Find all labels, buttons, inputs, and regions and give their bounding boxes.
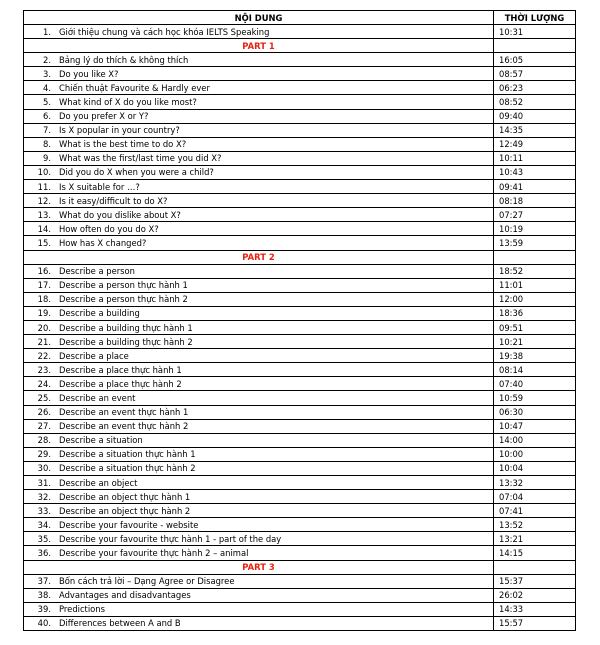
- lesson-duration: 06:23: [494, 81, 576, 95]
- lesson-number: 30.: [37, 463, 51, 474]
- content-column-header: NỘI DUNG: [24, 11, 494, 25]
- lesson-duration: 07:41: [494, 504, 576, 518]
- table-body: [24, 11, 576, 631]
- lesson-duration: 13:52: [494, 518, 576, 532]
- lesson-title: Is X suitable for …?: [59, 181, 140, 192]
- lesson-title-cell: [24, 532, 494, 546]
- table-row: [24, 546, 576, 560]
- table-row: [24, 532, 576, 546]
- lesson-duration: 18:52: [494, 264, 576, 278]
- lesson-title-cell: [24, 180, 494, 194]
- lesson-number: 23.: [37, 364, 51, 375]
- course-table-container: [23, 10, 575, 631]
- table-row: [24, 419, 576, 433]
- lesson-title: Describe a situation thực hành 2: [59, 463, 196, 474]
- lesson-duration: 10:59: [494, 391, 576, 405]
- lesson-number: 28.: [37, 435, 51, 446]
- table-row: [24, 574, 576, 588]
- part-duration-empty: [494, 250, 576, 264]
- lesson-title-cell: [24, 588, 494, 602]
- lesson-title: Describe an object: [59, 477, 138, 488]
- lesson-number: 25.: [37, 392, 51, 403]
- lesson-title-cell: [24, 278, 494, 292]
- lesson-title: Describe an event: [59, 392, 136, 403]
- lesson-number: 9.: [43, 153, 51, 164]
- lesson-duration: 11:01: [494, 278, 576, 292]
- table-row: [24, 53, 576, 67]
- table-row: [24, 165, 576, 179]
- lesson-title-cell: [24, 433, 494, 447]
- lesson-title-cell: [24, 391, 494, 405]
- lesson-title-cell: [24, 123, 494, 137]
- lesson-title: Describe an event thực hành 2: [59, 421, 189, 432]
- lesson-duration: 09:41: [494, 180, 576, 194]
- lesson-title-cell: [24, 377, 494, 391]
- lesson-number: 33.: [37, 505, 51, 516]
- lesson-title: What is the best time to do X?: [59, 139, 187, 150]
- lesson-number: 6.: [43, 111, 51, 122]
- table-row: [24, 180, 576, 194]
- part-header-row: [24, 560, 576, 574]
- lesson-duration: 08:52: [494, 95, 576, 109]
- lesson-title: Do you prefer X or Y?: [59, 111, 149, 122]
- lesson-number: 36.: [37, 548, 51, 559]
- lesson-title: What was the first/last time you did X?: [59, 153, 222, 164]
- lesson-title-cell: [24, 165, 494, 179]
- lesson-duration: 18:36: [494, 306, 576, 320]
- table-row: [24, 25, 576, 39]
- part-header-row: [24, 250, 576, 264]
- table-row: [24, 476, 576, 490]
- table-row: [24, 335, 576, 349]
- lesson-title: Describe an object thực hành 1: [59, 491, 191, 502]
- lesson-title-cell: [24, 602, 494, 616]
- lesson-duration: 08:14: [494, 363, 576, 377]
- lesson-title-cell: [24, 518, 494, 532]
- lesson-title-cell: [24, 419, 494, 433]
- course-content-table: [23, 10, 576, 631]
- lesson-title: Is X popular in your country?: [59, 125, 180, 136]
- lesson-number: 4.: [43, 82, 51, 93]
- table-row: [24, 123, 576, 137]
- lesson-title-cell: [24, 53, 494, 67]
- table-row: [24, 81, 576, 95]
- table-row: [24, 264, 576, 278]
- lesson-title: Describe a situation: [59, 435, 143, 446]
- lesson-duration: 07:40: [494, 377, 576, 391]
- lesson-number: 26.: [37, 407, 51, 418]
- lesson-title-cell: [24, 67, 494, 81]
- table-row: [24, 236, 576, 250]
- lesson-duration: 15:57: [494, 616, 576, 630]
- lesson-duration: 10:31: [494, 25, 576, 39]
- lesson-title: What do you dislike about X?: [59, 209, 181, 220]
- lesson-number: 38.: [37, 590, 51, 601]
- lesson-title-cell: [24, 447, 494, 461]
- lesson-number: 21.: [37, 336, 51, 347]
- lesson-number: 2.: [43, 54, 51, 65]
- lesson-duration: 14:35: [494, 123, 576, 137]
- lesson-duration: 13:59: [494, 236, 576, 250]
- lesson-duration: 10:11: [494, 151, 576, 165]
- lesson-duration: 09:40: [494, 109, 576, 123]
- lesson-number: 35.: [37, 533, 51, 544]
- table-row: [24, 222, 576, 236]
- lesson-title: Describe a situation thực hành 1: [59, 449, 196, 460]
- lesson-number: 24.: [37, 378, 51, 389]
- lesson-duration: 10:43: [494, 165, 576, 179]
- lesson-number: 37.: [37, 576, 51, 587]
- lesson-title: Describe a building thực hành 1: [59, 322, 193, 333]
- table-row: [24, 391, 576, 405]
- lesson-title: Describe a place thực hành 1: [59, 364, 182, 375]
- table-row: [24, 320, 576, 334]
- table-row: [24, 504, 576, 518]
- lesson-title: Describe a person thực hành 1: [59, 280, 188, 291]
- lesson-duration: 07:04: [494, 490, 576, 504]
- lesson-number: 7.: [43, 125, 51, 136]
- table-row: [24, 602, 576, 616]
- table-row: [24, 306, 576, 320]
- lesson-title-cell: [24, 349, 494, 363]
- lesson-title-cell: [24, 405, 494, 419]
- lesson-title: Describe your favourite thực hành 2 – animal: [59, 548, 249, 559]
- lesson-title-cell: [24, 95, 494, 109]
- lesson-title: Describe a building thực hành 2: [59, 336, 193, 347]
- part-title: PART 3: [24, 560, 494, 574]
- lesson-duration: 12:49: [494, 137, 576, 151]
- table-row: [24, 588, 576, 602]
- lesson-duration: 08:18: [494, 194, 576, 208]
- lesson-number: 15.: [37, 237, 51, 248]
- table-row: [24, 461, 576, 475]
- lesson-title: Describe a place thực hành 2: [59, 378, 182, 389]
- lesson-title: How has X changed?: [59, 237, 147, 248]
- lesson-title-cell: [24, 137, 494, 151]
- lesson-title-cell: [24, 236, 494, 250]
- table-row: [24, 363, 576, 377]
- table-row: [24, 518, 576, 532]
- lesson-duration: 15:37: [494, 574, 576, 588]
- lesson-duration: 19:38: [494, 349, 576, 363]
- lesson-title-cell: [24, 222, 494, 236]
- lesson-title: Describe a building: [59, 308, 140, 319]
- lesson-title-cell: [24, 151, 494, 165]
- lesson-title-cell: [24, 320, 494, 334]
- lesson-duration: 12:00: [494, 292, 576, 306]
- lesson-title-cell: [24, 25, 494, 39]
- lesson-number: 3.: [43, 68, 51, 79]
- lesson-title: Bốn cách trả lời – Dạng Agree or Disagree: [59, 576, 235, 587]
- lesson-number: 5.: [43, 97, 51, 108]
- lesson-duration: 10:47: [494, 419, 576, 433]
- lesson-title: Describe a place: [59, 350, 129, 361]
- lesson-title-cell: [24, 208, 494, 222]
- table-row: [24, 447, 576, 461]
- table-row: [24, 137, 576, 151]
- lesson-number: 16.: [37, 266, 51, 277]
- lesson-title: Advantages and disadvantages: [59, 590, 191, 601]
- part-duration-empty: [494, 39, 576, 53]
- lesson-title-cell: [24, 264, 494, 278]
- lesson-title: Predictions: [59, 604, 105, 615]
- lesson-number: 27.: [37, 421, 51, 432]
- lesson-duration: 14:15: [494, 546, 576, 560]
- lesson-title-cell: [24, 616, 494, 630]
- lesson-title: Giới thiệu chung và cách học khóa IELTS Speaking: [59, 26, 270, 37]
- lesson-title-cell: [24, 194, 494, 208]
- table-row: [24, 616, 576, 630]
- table-row: [24, 490, 576, 504]
- lesson-number: 13.: [37, 209, 51, 220]
- table-row: [24, 278, 576, 292]
- lesson-title-cell: [24, 335, 494, 349]
- table-row: [24, 349, 576, 363]
- table-row: [24, 405, 576, 419]
- lesson-duration: 16:05: [494, 53, 576, 67]
- table-row: [24, 433, 576, 447]
- lesson-title: Bảng lý do thích & không thích: [59, 54, 189, 65]
- lesson-title: Describe your favourite - website: [59, 519, 199, 530]
- lesson-title-cell: [24, 546, 494, 560]
- lesson-duration: 08:57: [494, 67, 576, 81]
- lesson-duration: 10:21: [494, 335, 576, 349]
- lesson-duration: 09:51: [494, 320, 576, 334]
- table-row: [24, 208, 576, 222]
- lesson-title: Did you do X when you were a child?: [59, 167, 214, 178]
- lesson-title-cell: [24, 81, 494, 95]
- lesson-title: Describe an object thực hành 2: [59, 505, 191, 516]
- lesson-title-cell: [24, 490, 494, 504]
- lesson-number: 39.: [37, 604, 51, 615]
- lesson-title: How often do you do X?: [59, 223, 159, 234]
- lesson-duration: 07:27: [494, 208, 576, 222]
- lesson-title: What kind of X do you like most?: [59, 97, 197, 108]
- table-header-row: [24, 11, 576, 25]
- lesson-duration: 13:21: [494, 532, 576, 546]
- lesson-duration: 10:00: [494, 447, 576, 461]
- lesson-number: 40.: [37, 618, 51, 629]
- lesson-title-cell: [24, 461, 494, 475]
- table-row: [24, 151, 576, 165]
- lesson-number: 1.: [43, 26, 51, 37]
- lesson-title: Do you like X?: [59, 68, 119, 79]
- lesson-title-cell: [24, 574, 494, 588]
- lesson-number: 12.: [37, 195, 51, 206]
- lesson-title: Describe your favourite thực hành 1 - part of the day: [59, 533, 282, 544]
- lesson-number: 18.: [37, 294, 51, 305]
- lesson-number: 17.: [37, 280, 51, 291]
- part-duration-empty: [494, 560, 576, 574]
- lesson-title: Is it easy/difficult to do X?: [59, 195, 168, 206]
- lesson-title-cell: [24, 109, 494, 123]
- part-title: PART 1: [24, 39, 494, 53]
- lesson-number: 10.: [37, 167, 51, 178]
- lesson-title-cell: [24, 306, 494, 320]
- lesson-number: 31.: [37, 477, 51, 488]
- table-row: [24, 109, 576, 123]
- part-title: PART 2: [24, 250, 494, 264]
- table-row: [24, 377, 576, 391]
- lesson-number: 22.: [37, 350, 51, 361]
- lesson-number: 19.: [37, 308, 51, 319]
- lesson-title-cell: [24, 504, 494, 518]
- lesson-title: Differences between A and B: [59, 618, 181, 629]
- lesson-number: 32.: [37, 491, 51, 502]
- table-row: [24, 95, 576, 109]
- lesson-title: Describe a person: [59, 266, 135, 277]
- lesson-duration: 13:32: [494, 476, 576, 490]
- lesson-number: 11.: [37, 181, 51, 192]
- lesson-duration: 06:30: [494, 405, 576, 419]
- lesson-duration: 10:04: [494, 461, 576, 475]
- lesson-title-cell: [24, 363, 494, 377]
- lesson-duration: 10:19: [494, 222, 576, 236]
- lesson-duration: 14:33: [494, 602, 576, 616]
- lesson-title-cell: [24, 476, 494, 490]
- lesson-title-cell: [24, 292, 494, 306]
- lesson-number: 34.: [37, 519, 51, 530]
- table-row: [24, 292, 576, 306]
- duration-column-header: THỜI LƯỢNG: [494, 11, 576, 25]
- lesson-number: 29.: [37, 449, 51, 460]
- lesson-title: Describe an event thực hành 1: [59, 407, 189, 418]
- lesson-number: 14.: [37, 223, 51, 234]
- lesson-number: 20.: [37, 322, 51, 333]
- table-row: [24, 194, 576, 208]
- lesson-title: Chiến thuật Favourite & Hardly ever: [59, 82, 210, 93]
- part-header-row: [24, 39, 576, 53]
- table-row: [24, 67, 576, 81]
- lesson-duration: 26:02: [494, 588, 576, 602]
- lesson-title: Describe a person thực hành 2: [59, 294, 188, 305]
- lesson-number: 8.: [43, 139, 51, 150]
- lesson-duration: 14:00: [494, 433, 576, 447]
